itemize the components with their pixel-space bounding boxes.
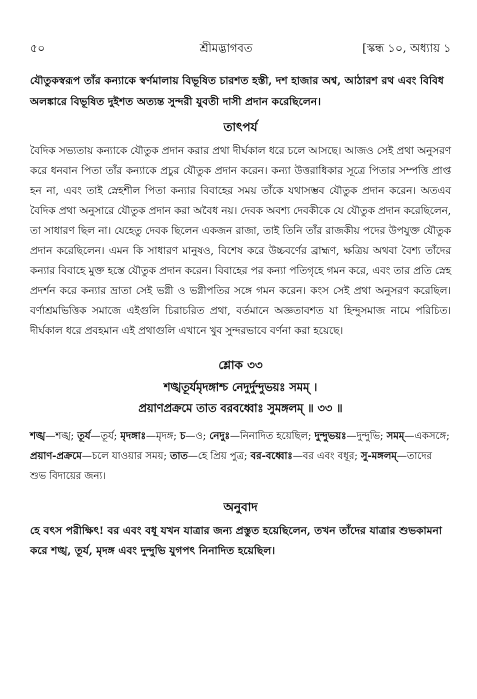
- synonym-meaning: —দুন্দুভি;: [346, 431, 387, 442]
- synonym-word: তাত: [170, 451, 188, 462]
- purport-text: বৈদিক সভ্যতায় কন্যাকে যৌতুক প্রদান করার প্রথা দীর্ঘকাল ধরে চলে আসছে। আজও সেই প্রথা অনুসরণ করে ধনবান পিতা তাঁর কন্যাকে প্রচুর যৌতুক প্রদান করেন। কন্যা উত্তরাধিকার সূত্রে পিতার সম্পত্তি প্রাপ্ত হন না, এবং তাই স্নেহশীল পিতা কন্যার বিবাহের সময় তাঁকে যথাসম্ভব যৌতুক প্রদান করেন। অতএব বৈদিক প্রথা অনুসারে যৌতুক প্রদান করা অবৈধ নয়। দেবক অবশ্য দেবকীকে যে যৌতুক প্রদান করেছিলেন, তা সাধারণ ছিল না। যেহেতু দেবক ছিলেন একজন রাজা, তাই তিনি তাঁর রাজকীয় পদের উপযুক্ত যৌতুক প্রদান করেছিলেন। এমন কি সাধারণ মানুষও, বিশেষ করে উচ্চবর্ণের ব্রাহ্মণ, ক্ষত্রিয় অথবা বৈশ্য তাঁদের কন্যার বিবাহে মুক্ত হস্তে যৌতুক প্রদান করেন। বিবাহের পর কন্যা পতিগৃহে গমন করে, এবং তার প্রতি স্নেহ প্রদর্শন করে কন্যার ভ্রাতা সেই ভগ্নী ও ভগ্নীপতির সঙ্গে গমন করেন। কংস সেই প্রথা অনুসরণ করেছিল। বর্ণাশ্রমভিত্তিক সমাজে এইগুলি চিরাচরিত প্রথা, বর্তমানে অজ্ঞতাবশত যা হিন্দুসমাজ নামে পরিচিত। দীর্ঘকাল ধরে প্রবহমান এই প্রথাগুলি এখানে খুব সুন্দরভাবে বর্ণনা করা হয়েছে।: [30, 145, 451, 337]
- synonym-word: তূর্য: [77, 431, 91, 442]
- synonym-meaning: —শঙ্খ;: [45, 431, 78, 442]
- synonym-meaning: —হে প্রিয় পুত্র;: [187, 451, 251, 462]
- synonym-meaning: —বর এবং বধূর;: [292, 451, 361, 462]
- translation-heading: অনুবাদ: [223, 500, 258, 514]
- synonym-word: বর-বধ্বোঃ: [250, 451, 293, 462]
- synonym-word: প্রয়াণ-প্রক্রমে: [30, 451, 82, 462]
- page-number: ৫০: [30, 41, 45, 55]
- synonym-meaning: —তাদের শুভ বিদায়ের জন্য।: [30, 451, 433, 482]
- book-title: শ্রীমদ্ভাগবত: [199, 41, 253, 55]
- verse-line-1: শঙ্খতূর্যমৃদঙ্গাশ্চ নেদুর্দুন্দুভয়ঃ সমম্ ।: [163, 380, 318, 394]
- synonym-word: সু-মঙ্গলম্: [360, 451, 397, 462]
- purport-heading: তাৎপর্য: [223, 120, 258, 134]
- page-header: [30, 40, 451, 59]
- synonym-meaning: —ও;: [185, 431, 210, 442]
- translation-text: হে বৎস পরীক্ষিৎ! বর এবং বধূ যখন যাত্রার জন্য প্রস্তুত হয়েছিলেন, তখন তাঁদের যাত্রার শুভকামনা করে শঙ্খ, তূর্য, মৃদঙ্গ এবং দুন্দুভি যুগপৎ নিনাদিত হয়েছিল।: [30, 525, 442, 557]
- synonym-meaning: —একসঙ্গে;: [404, 431, 450, 442]
- synonym-meaning: —মৃদঙ্গ;: [145, 431, 180, 442]
- verse-number: শ্লোক ৩৩: [218, 358, 263, 372]
- chapter-location: [স্কন্ধ ১০, অধ্যায় ১: [362, 41, 451, 55]
- synonym-word: নেদুঃ: [209, 431, 230, 442]
- synonym-word: মৃদঙ্গাঃ: [120, 431, 146, 442]
- synonym-meaning: —চলে যাওয়ার সময়;: [81, 451, 170, 462]
- synonym-word: শঙ্খ: [30, 431, 46, 442]
- word-synonyms: [30, 427, 451, 487]
- previous-translation: যৌতুকস্বরূপ তাঁর কন্যাকে স্বর্ণমালায় বিভূষিত চারশত হস্তী, দশ হাজার অশ্ব, আঠারশ রথ এবং বিবিধ অলঙ্কারে বিভূষিত দুইশত অত্যন্ত সুন্দরী যুবতী দাসী প্রদান করেছিলেন।: [30, 75, 444, 108]
- synonym-word: দুন্দুভয়ঃ: [314, 431, 347, 442]
- verse-line-2: প্রয়াণপ্রক্রমে তাত বরবধ্বোঃ সুমঙ্গলম্ ॥ ৩৩ ॥: [138, 401, 343, 415]
- synonym-word: চ: [179, 431, 186, 442]
- synonym-meaning: —নিনাদিত হয়েছিল;: [229, 431, 315, 442]
- synonym-meaning: —তূর্য;: [90, 431, 121, 442]
- synonym-word: সমম্: [386, 431, 405, 442]
